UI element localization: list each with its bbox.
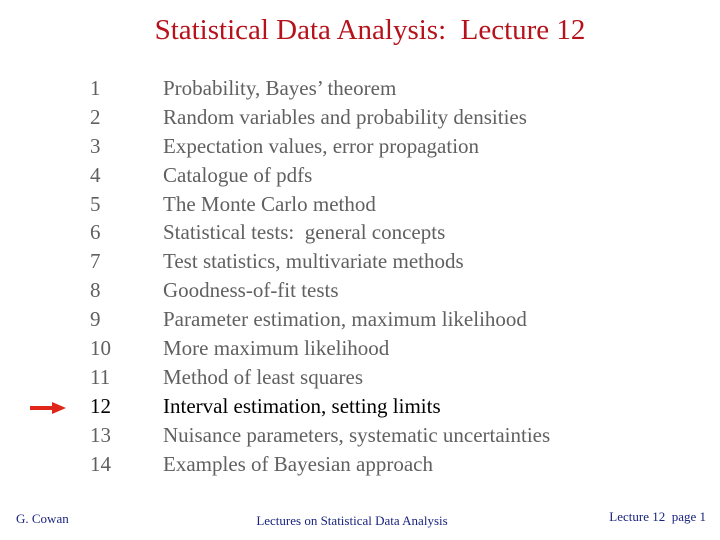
lecture-number: 8: [90, 278, 101, 303]
lecture-item: [0, 448, 720, 477]
lecture-number: 9: [90, 307, 101, 332]
lecture-number: 2: [90, 104, 101, 129]
lecture-number: 6: [90, 220, 101, 245]
lecture-topic: Examples of Bayesian approach: [163, 451, 433, 476]
lecture-topic: The Monte Carlo method: [163, 191, 376, 216]
footer-course: Lectures on Statistical Data Analysis: [256, 513, 448, 528]
lecture-number: 5: [90, 191, 101, 216]
lecture-number: 14: [90, 451, 111, 476]
lecture-topic: Statistical tests: general concepts: [163, 220, 446, 245]
lecture-number: 4: [90, 162, 101, 187]
lecture-number: 7: [90, 249, 101, 274]
slide-title: Statistical Data Analysis: Lecture 12: [154, 14, 586, 46]
lecture-topic: Catalogue of pdfs: [163, 162, 313, 187]
lecture-number: 12: [90, 393, 111, 418]
lecture-item: [0, 361, 720, 390]
lecture-item: [0, 159, 720, 188]
lecture-topic: Nuisance parameters, systematic uncertainties: [163, 422, 551, 447]
lecture-item: [0, 130, 720, 159]
lecture-item: [0, 303, 720, 332]
arrow-right-icon: [30, 402, 66, 414]
lecture-topic: Test statistics, multivariate methods: [163, 249, 464, 274]
lecture-number: 11: [90, 364, 111, 389]
footer-page: Lecture 12 page 1: [609, 509, 706, 524]
lecture-topic: Random variables and probability densities: [163, 104, 527, 129]
lecture-number: 10: [90, 336, 111, 361]
lecture-topic: Method of least squares: [163, 364, 364, 389]
lecture-topic: Interval estimation, setting limits: [163, 393, 441, 418]
lecture-topic: More maximum likelihood: [163, 336, 390, 361]
lecture-item: [0, 419, 720, 448]
lecture-item: [0, 245, 720, 274]
lecture-topic: Goodness-of-fit tests: [163, 278, 339, 303]
lecture-item: [0, 390, 720, 419]
lecture-list: [0, 72, 720, 476]
lecture-item: [0, 72, 720, 101]
lecture-topic: Probability, Bayes’ theorem: [163, 76, 397, 100]
lecture-number: 3: [90, 133, 101, 158]
lecture-item: [0, 274, 720, 303]
lecture-topic: Parameter estimation, maximum likelihood: [163, 307, 527, 332]
footer-author: G. Cowan: [16, 511, 69, 526]
lecture-number: 13: [90, 422, 111, 447]
lecture-item: [0, 188, 720, 217]
lecture-item: [0, 332, 720, 361]
lecture-topic: Expectation values, error propagation: [163, 133, 480, 158]
lecture-number: 1: [90, 76, 101, 100]
lecture-item: [0, 216, 720, 245]
lecture-item: [0, 101, 720, 130]
